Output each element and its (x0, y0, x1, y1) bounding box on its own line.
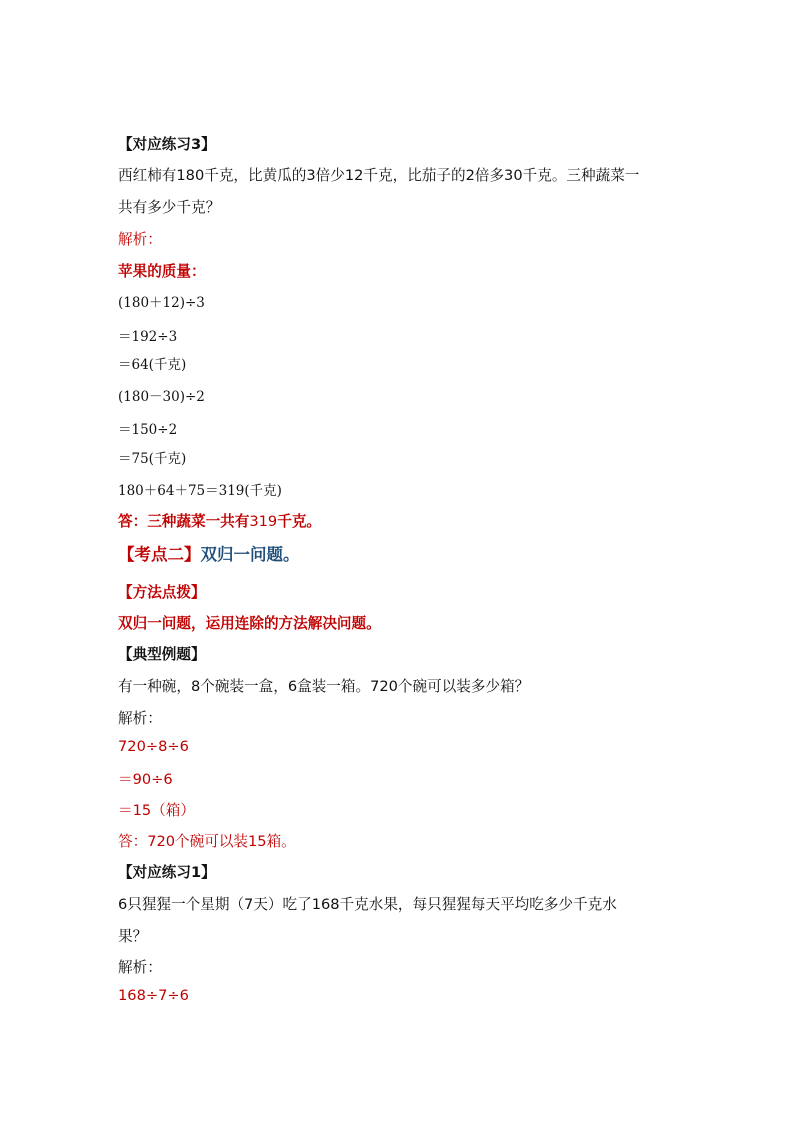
practice1-question-line1: 6只猩猩一个星期（7天）吃了168千克水果，每只猩猩每天平均吃多少千克水 (118, 896, 617, 913)
calc-step-1: (180＋12)÷3 (118, 295, 205, 311)
practice1-question-line2: 果？ (118, 928, 148, 945)
method-title: 【方法点拨】 (118, 584, 206, 601)
example-calc-1: 720÷8÷6 (118, 738, 189, 755)
practice3-answer (118, 510, 321, 531)
calc-step-4: (180－30)÷2 (118, 389, 205, 405)
practice3-question-line1: 西红柿有180千克，比黄瓜的3倍少12千克，比茄子的2倍多30千克。三种蔬菜一 (118, 167, 640, 184)
kaodian-heading (118, 541, 300, 565)
practice1-calc-1: 168÷7÷6 (118, 987, 189, 1004)
calc-step-3: ＝64(千克) (118, 357, 187, 373)
example-question: 有一种碗，8个碗装一盒，6盒装一箱。720个碗可以装多少箱？ (118, 678, 530, 695)
practice3-title: 【对应练习3】 (118, 136, 216, 153)
calc-step-7: 180＋64＋75＝319(千克) (118, 483, 282, 499)
example-title: 【典型例题】 (118, 646, 206, 663)
calc-step-6: ＝75(千克) (118, 451, 187, 467)
example-calc-3: ＝15（箱） (118, 802, 195, 819)
practice1-analysis-label: 解析： (118, 959, 162, 976)
example-analysis-label: 解析： (118, 710, 162, 727)
method-text: 双归一问题，运用连除的方法解决问题。 (118, 615, 381, 632)
kaodian-bracket: 【考点二】 (118, 545, 201, 564)
answer-number: 319 (249, 513, 278, 530)
apple-mass-label: 苹果的质量： (118, 263, 206, 280)
example-calc-2: ＝90÷6 (118, 771, 173, 788)
answer-suffix: 千克。 (277, 513, 322, 530)
practice1-title: 【对应练习1】 (118, 864, 216, 881)
example-answer: 答：720个碗可以装15箱。 (118, 833, 296, 850)
calc-step-2: ＝192÷3 (118, 329, 178, 345)
answer-prefix: 答：三种蔬菜一共有 (118, 513, 250, 530)
analysis-label: 解析： (118, 231, 162, 248)
practice3-question-line2: 共有多少千克？ (118, 199, 221, 216)
kaodian-title: 双归一问题。 (200, 545, 300, 564)
calc-step-5: ＝150÷2 (118, 422, 178, 438)
